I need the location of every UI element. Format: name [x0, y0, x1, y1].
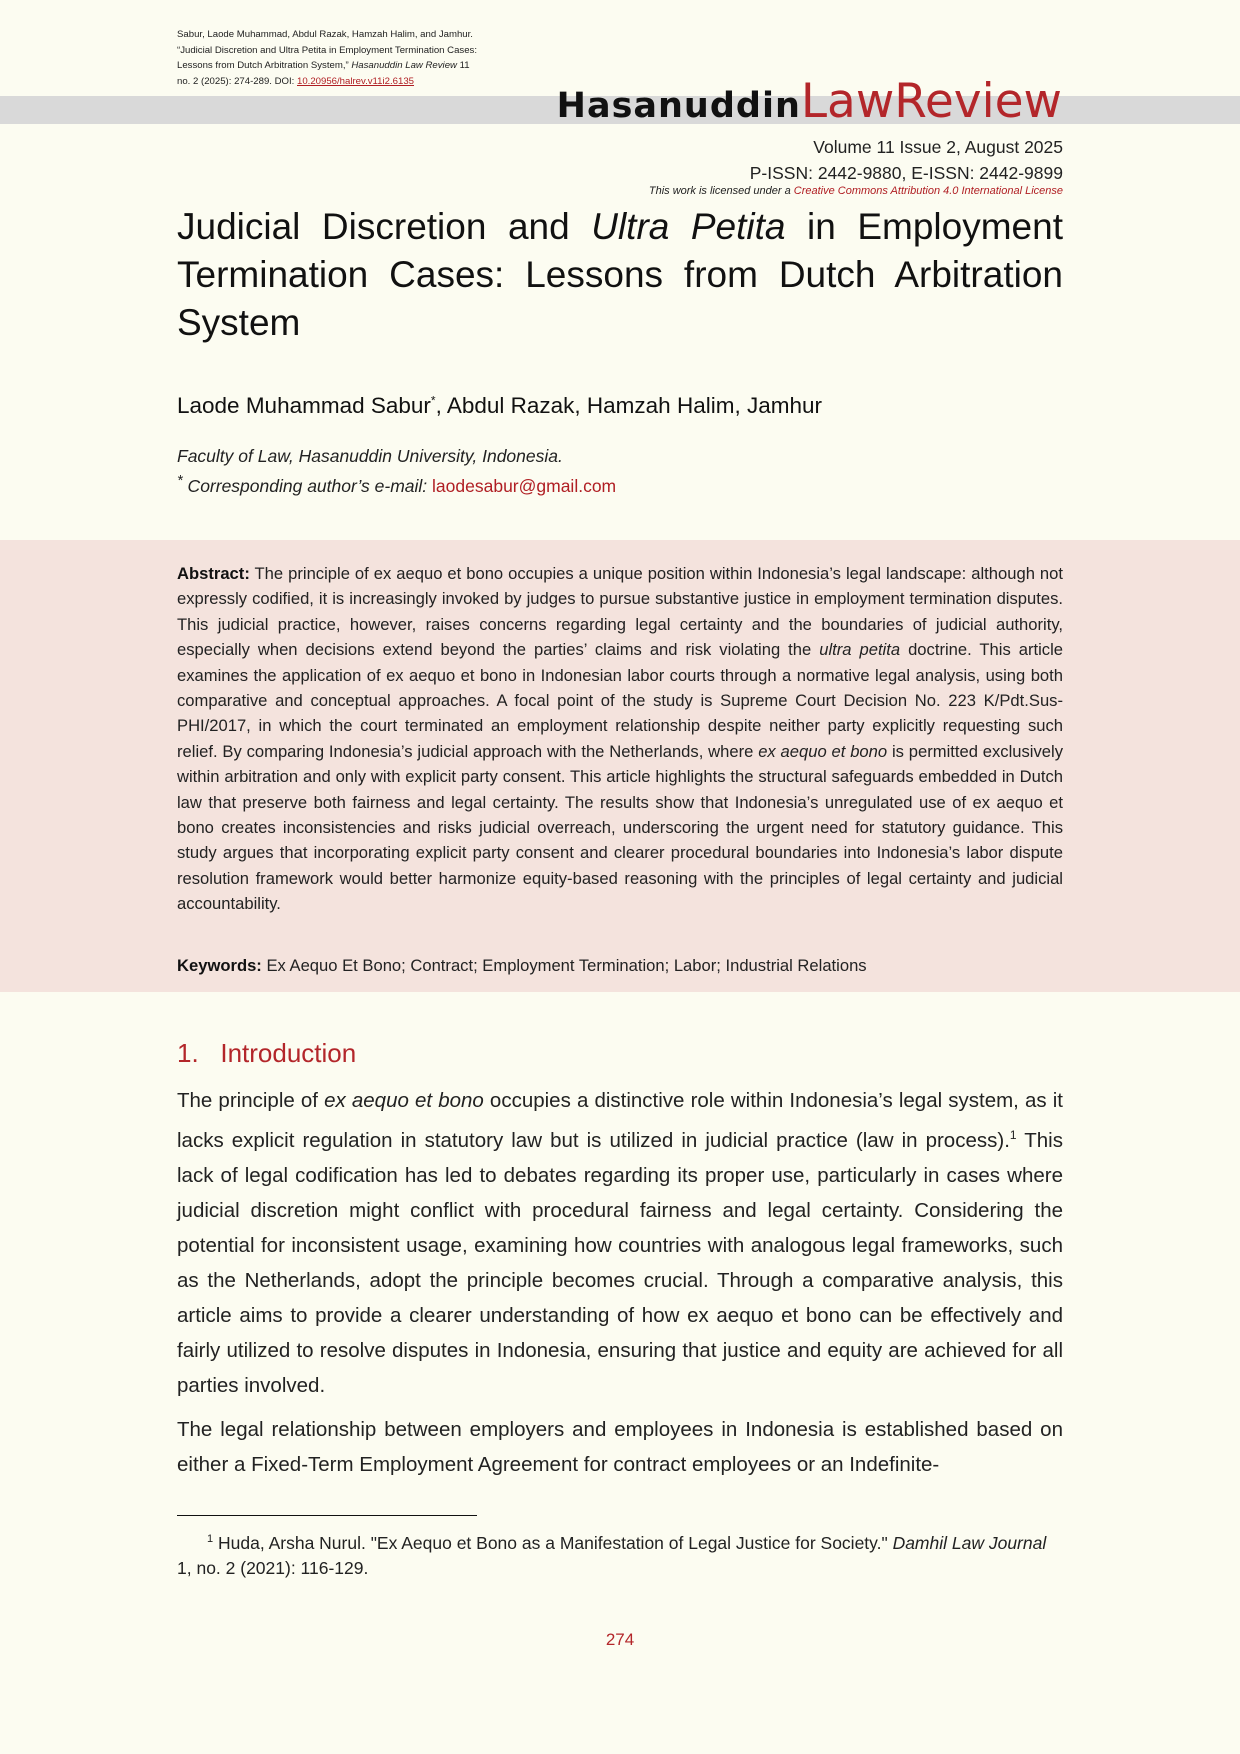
issn: P-ISSN: 2442-9880, E-ISSN: 2442-9899 [749, 163, 1063, 183]
logo-part-hasanuddin: Hasanuddin [556, 86, 801, 126]
citation-line: Lessons from Dutch Arbitration System,” Hasanuddin Law Review 11 [177, 60, 470, 71]
abstract: Abstract: The principle of ex aequo et bono occupies a unique position within Indonesia’s legal landscape: although not expressly codified, it is increasingly invoked by judges to pursue substantive justice in employment termination disputes. This judicial practice, however, raises concerns regarding legal certainty and the boundaries of judicial authority, especially when decisions extend beyond the parties’ claims and risk violating the ultra petita doctrine. This article examines the application of ex aequo et bono in Indonesian labor courts through a normative legal analysis, using both comparative and conceptual approaches. A focal point of the study is Supreme Court Decision No. 223 K/Pdt.Sus-PHI/2017, in which the court terminated an employment relationship despite neither party explicitly requesting such relief. By comparing Indonesia’s judicial approach with the Netherlands, where ex aequo et bono is permitted exclusively within arbitration and only with explicit party consent. This article highlights the structural safeguards embedded in Dutch law that preserve both fairness and legal certainty. The results show that Indonesia’s unregulated use of ex aequo et bono creates inconsistencies and risks judicial overreach, underscoring the urgent need for statutory guidance. This study argues that incorporating explicit party consent and clearer procedural boundaries into Indonesia’s labor dispute resolution framework would better harmonize equity-based reasoning with the principles of legal certainty and judicial accountability. [177, 564, 1064, 914]
keywords: Keywords: Ex Aequo Et Bono; Contract; Employment Termination; Labor; Industrial Relations [177, 956, 867, 975]
footnote-divider [177, 1515, 477, 1516]
logo-part-lawreview: LawReview [800, 74, 1062, 129]
affiliation: Faculty of Law, Hasanuddin University, Indonesia. [177, 446, 563, 466]
doi-link[interactable]: 10.20956/halrev.v11i2.6135 [297, 75, 414, 87]
section-heading-introduction: 1. Introduction [177, 1038, 357, 1068]
abstract-label: Abstract: [177, 564, 250, 583]
affiliation-block [177, 444, 616, 499]
article-title: Judicial Discretion and Ultra Petita in Employment Termination Cases: Lessons from Dutch Arbitration System [177, 206, 1063, 343]
citation-line: “Judicial Discretion and Ultra Petita in Employment Termination Cases: [177, 44, 478, 56]
author-list: Laode Muhammad Sabur*, Abdul Razak, Hamzah Halim, Jamhur [177, 393, 822, 418]
volume-issue: Volume 11 Issue 2, August 2025 [813, 137, 1063, 157]
citation-line: no. 2 (2025): 274-289. DOI: 10.20956/halrev.v11i2.6135 [177, 75, 414, 87]
journal-logo [557, 74, 1062, 129]
footnote: $^1$ Huda, Arsha Nurul. "Ex Aequo et Bono as a Manifestation of Legal Justice for Society." Damhil Law Journal 1, no. 2 (2021): 116-129. [177, 1532, 1047, 1578]
corresponding-author: * Corresponding author’s e-mail: laodesabur@gmail.com [177, 473, 617, 496]
email-link[interactable]: laodesabur@gmail.com [432, 475, 617, 496]
citation-line: Sabur, Laode Muhammad, Abdul Razak, Hamzah Halim, and Jamhur. [177, 29, 473, 40]
license-link[interactable]: Creative Commons Attribution 4.0 International License [793, 185, 1063, 197]
body-paragraph: The principle of ex aequo et bono occupies a distinctive role within Indonesia’s legal system, as it lacks explicit regulation in statutory law but is utilized in judicial practice (law in process).$^1$ This lack of legal codification has led to debates regarding its proper use, particularly in cases where judicial discretion might conflict with procedural fairness and legal certainty. Considering the potential for inconsistent usage, examining how countries with analogous legal frameworks, such as the Netherlands, adopt the principle becomes crucial. Through a comparative analysis, this article aims to provide a clearer understanding of how ex aequo et bono can be effectively and fairly utilized to resolve disputes in Indonesia, ensuring that justice and equity are achieved for all parties involved. [177, 1089, 1064, 1397]
license-note: This work is licensed under a Creative Commons Attribution 4.0 International License [648, 185, 1063, 197]
volume-info [750, 134, 1063, 186]
footnote-ref[interactable]: 1 [1009, 1128, 1017, 1142]
page-number: 274 [605, 1630, 635, 1649]
body-paragraph: The legal relationship between employers and employees in Indonesia is established based on either a Fixed-Term Employment Agreement for contract employees or an Indefinite- [177, 1418, 1063, 1476]
citation-block [177, 27, 557, 89]
keywords-label: Keywords: [177, 956, 262, 975]
